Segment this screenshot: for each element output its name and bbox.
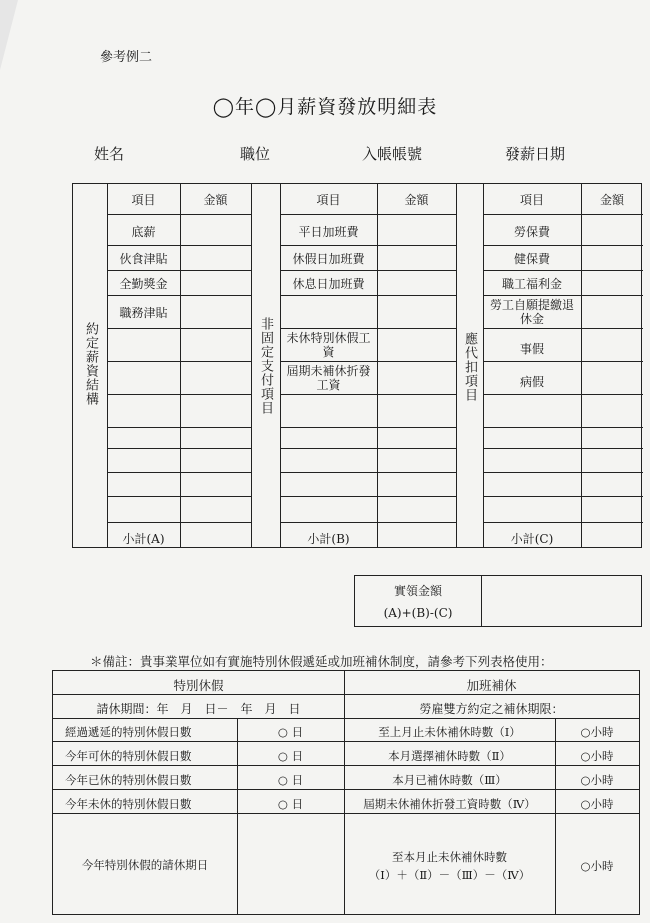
leave-row-deferred: 經過遞延的特別休假日數 (65, 725, 192, 739)
comp-row-used: 本月已補休時數（Ⅲ） (392, 773, 507, 787)
field-position-label: 職位 (240, 145, 271, 163)
subtotal-c: 小計(C) (510, 532, 554, 546)
leave-row-deferred-value: ○ 日 (277, 725, 304, 739)
col-amount-header-2: 金額 (404, 193, 429, 207)
leave-dates-label: 今年特別休假的請休期日 (81, 858, 209, 872)
item-meal-allowance: 伙食津貼 (119, 252, 168, 266)
item-sick-leave: 病假 (519, 375, 544, 389)
subtotal-a: 小計(A) (122, 532, 165, 546)
col-item-header-3: 項目 (519, 193, 544, 207)
comp-row-previous: 至上月止未休補休時數（Ⅰ） (378, 725, 521, 739)
field-account-label: 入帳帳號 (362, 145, 423, 163)
item-unused-leave-pay: 未休特別休假工資 (286, 331, 371, 359)
salary-table (72, 183, 642, 548)
item-base-salary: 底薪 (131, 225, 156, 239)
leave-row-unused-value: ○ 日 (277, 797, 304, 811)
section-fixed-label: 約定薪資結構 (83, 322, 98, 406)
item-welfare-fund: 職工福利金 (501, 277, 562, 291)
item-attendance-bonus: 全勤獎金 (119, 277, 168, 291)
item-personal-leave: 事假 (519, 342, 544, 356)
field-payday-label: 發薪日期 (505, 145, 566, 163)
item-voluntary-pension: 勞工自願提繳退休金 (489, 298, 574, 326)
comp-final-formula: （Ⅰ）＋（Ⅱ）－（Ⅲ）－（Ⅳ） (368, 868, 531, 882)
example-label: 參考例二 (100, 50, 153, 65)
document-title: ◯年◯月薪資發放明細表 (212, 96, 438, 118)
comp-row-used-value: ○小時 (580, 773, 614, 787)
item-restday-overtime: 休息日加班費 (292, 277, 365, 291)
net-pay-formula: (A)+(B)-(C) (383, 606, 453, 620)
item-expired-comp-pay: 屆期未補休折發工資 (286, 364, 371, 392)
item-labor-insurance: 勞保費 (513, 225, 550, 239)
leave-comp-table (52, 670, 640, 915)
comp-final-label: 至本月止未休補休時數 (392, 850, 507, 864)
comp-final-value: ○小時 (580, 859, 614, 873)
comp-row-selected-value: ○小時 (580, 749, 614, 763)
leave-header: 特別休假 (173, 678, 224, 693)
comp-row-expired-value: ○小時 (580, 797, 614, 811)
comp-row-previous-value: ○小時 (580, 725, 614, 739)
leave-row-used-value: ○ 日 (277, 773, 304, 787)
leave-row-available-value: ○ 日 (277, 749, 304, 763)
leave-row-used: 今年已休的特別休假日數 (65, 773, 192, 787)
item-holiday-overtime: 休假日加班費 (292, 252, 365, 266)
col-item-header-2: 項目 (316, 193, 341, 207)
col-item-header-1: 項目 (131, 193, 156, 207)
net-pay-label: 實領金額 (393, 584, 442, 598)
item-health-insurance: 健保費 (513, 252, 550, 266)
leave-period-label: 請休期間：年 月 日－ 年 月 日 (96, 702, 301, 716)
item-weekday-overtime: 平日加班費 (298, 225, 359, 239)
net-pay-box (354, 575, 642, 627)
section-deduction-label: 應代扣項目 (462, 332, 477, 402)
item-duty-allowance: 職務津貼 (119, 306, 168, 320)
col-amount-header-3: 金額 (599, 193, 624, 207)
section-variable-label: 非固定支付項目 (258, 317, 273, 415)
comp-header: 加班補休 (466, 678, 517, 693)
page-corner-fold (0, 0, 18, 70)
leave-row-available: 今年可休的特別休假日數 (65, 749, 192, 763)
comp-deadline-label: 勞雇雙方約定之補休期限： (419, 702, 564, 716)
comp-row-selected: 本月選擇補休時數（Ⅱ） (388, 749, 511, 763)
subtotal-b: 小計(B) (307, 532, 350, 546)
field-name-label: 姓名 (94, 145, 125, 163)
remark-note: ＊備註：貴事業單位如有實施特別休假遞延或加班補休制度，請參考下列表格使用： (90, 654, 553, 669)
leave-row-unused: 今年未休的特別休假日數 (65, 797, 192, 811)
comp-row-expired: 屆期未休補休折發工資時數（Ⅳ） (363, 797, 536, 811)
col-amount-header-1: 金額 (203, 193, 228, 207)
